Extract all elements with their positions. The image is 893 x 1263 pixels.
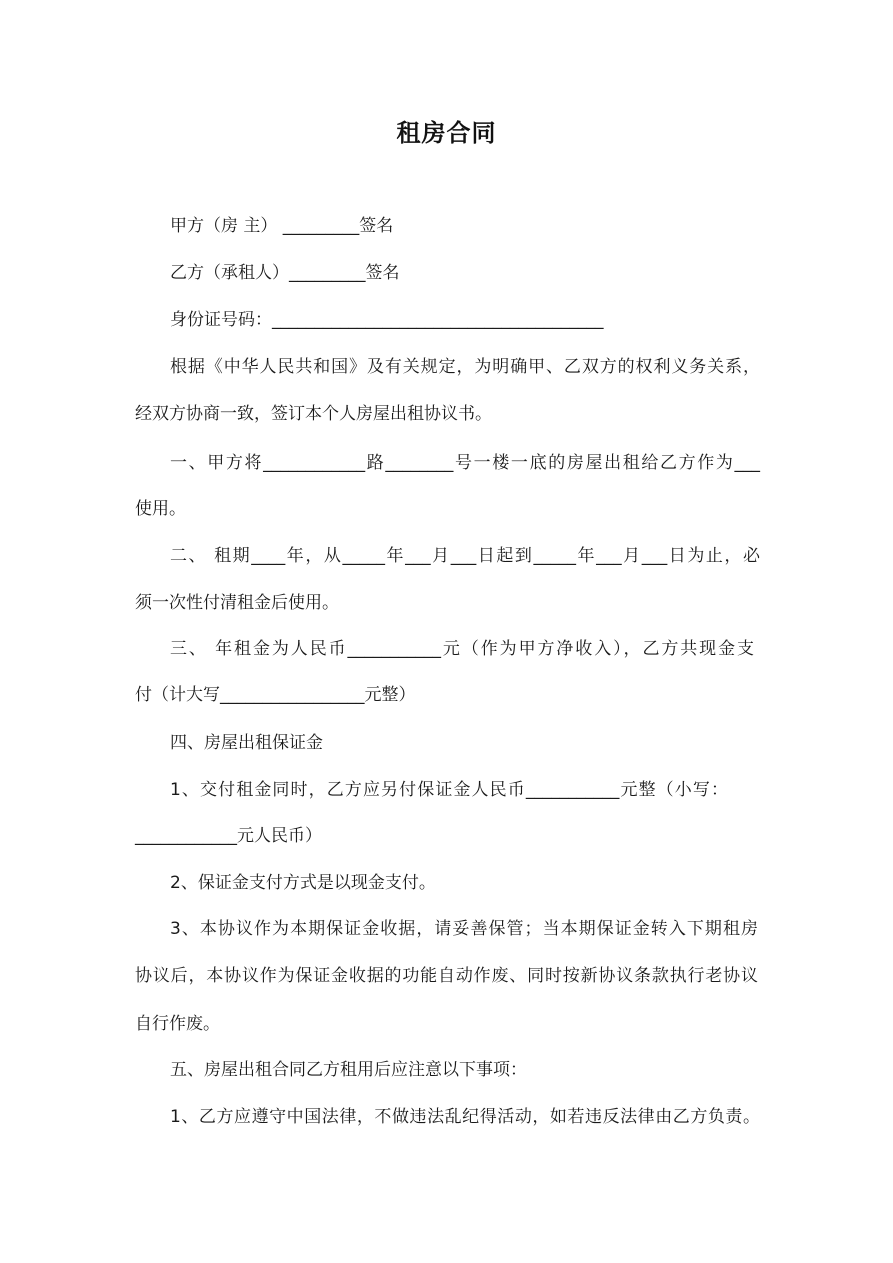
clause-2-line-1: 二、 租期____年，从_____年___月___日起到_____年___月___日为止，必 <box>170 546 760 566</box>
clause-2-line-2: 须一次性付清租金后使用。 <box>135 593 339 613</box>
clause-3-line-1: 三、 年租金为人民币___________元（作为甲方净收入），乙方共现金支 <box>170 639 754 659</box>
id-number-line: 身份证号码：_______________________________________ <box>170 310 604 330</box>
clause-3-line-2: 付（计大写_________________元整） <box>135 685 416 705</box>
intro-paragraph-line-1: 根据《中华人民共和国》及有关规定，为明确甲、乙双方的权利义务关系， <box>170 357 760 377</box>
clause-1-line-1: 一、甲方将____________路________号一楼一底的房屋出租给乙方作为___ <box>170 453 760 473</box>
clause-1-line-2: 使用。 <box>135 499 186 519</box>
clause-5-heading: 五、房屋出租合同乙方租用后应注意以下事项： <box>170 1060 527 1080</box>
clause-5-item-1: 1、乙方应遵守中国法律，不做违法乱纪得活动，如若违反法律由乙方负责。 <box>170 1107 760 1127</box>
clause-4-item-3-line-3: 自行作废。 <box>135 1014 220 1034</box>
clause-4-item-1-line-2: ____________元人民币） <box>135 826 322 846</box>
document-title: 租房合同 <box>396 119 497 147</box>
party-b-line: 乙方（承租人）_________签名 <box>170 263 400 283</box>
intro-paragraph-line-2: 经双方协商一致，签订本个人房屋出租协议书。 <box>135 404 492 424</box>
clause-4-item-3-line-2: 协议后，本协议作为保证金收据的功能自动作废、同时按新协议条款执行老协议 <box>135 966 758 986</box>
clause-4-item-1-line-1: 1、交付租金同时，乙方应另付保证金人民币___________元整（小写： <box>170 780 728 800</box>
clause-4-item-3-line-1: 3、本协议作为本期保证金收据，请妥善保管；当本期保证金转入下期租房 <box>170 919 758 939</box>
party-a-line: 甲方（房 主） _________签名 <box>170 216 394 236</box>
clause-4-heading: 四、房屋出租保证金 <box>170 733 323 753</box>
clause-4-item-2: 2、保证金支付方式是以现金支付。 <box>170 873 436 893</box>
